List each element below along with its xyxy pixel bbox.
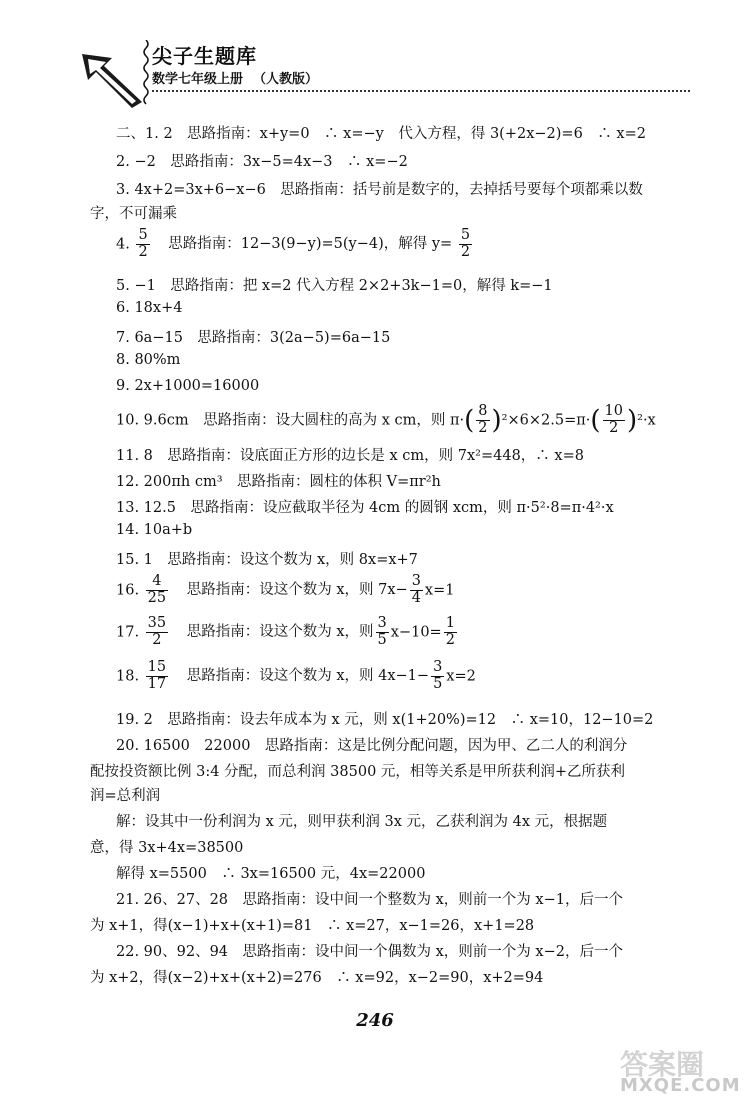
item-number: 16.: [116, 582, 140, 599]
answer-line: 配按投资额比例 3:4 分配，而总利润 38500 元，相等关系是甲所获利润+乙所获利: [90, 764, 626, 780]
answer-line: 22. 90、92、94 思路指南：设中间一个偶数为 x，则前一个为 x−2，后一个: [116, 944, 623, 960]
hint-text: 思路指南：设这个数为 x，则 4x−1−: [186, 668, 430, 685]
hint-text: 思路指南：12−3(9−y)=5(y−4)，解得 y=: [168, 236, 453, 253]
answer-line: 11. 8 思路指南：设底面正方形的边长是 x cm，则 7x²=448，∴ x=8: [116, 448, 584, 464]
answer-line: 8. 80%m: [116, 352, 181, 368]
answer-line: 5. −1 思路指南：把 x=2 代入方程 2×2+3k−1=0，解得 k=−1: [116, 278, 553, 294]
answer-line-17: [116, 616, 459, 649]
answer-line: 为 x+2，得(x−2)+x+(x+2)=276 ∴ x=92，x−2=90，x+2=94: [90, 970, 544, 986]
hint-text: x=2: [446, 668, 476, 685]
answer-line: 19. 2 思路指南：设去年成本为 x 元，则 x(1+20%)=12 ∴ x=10，12−10=2: [116, 712, 654, 728]
watermark-cn: 答案圈: [620, 1048, 705, 1081]
hint-text: 思路指南：设这个数为 x，则: [186, 624, 374, 641]
site-watermark: [600, 1045, 745, 1097]
answer-line: 12. 200πh cm³ 思路指南：圆柱的体积 V=πr²h: [116, 474, 441, 490]
item-number: 17.: [116, 624, 140, 641]
answer-line: 14. 10a+b: [116, 522, 193, 538]
answer-line: 2. −2 思路指南：3x−5=4x−3 ∴ x=−2: [116, 154, 408, 170]
hint-text: x−10=: [390, 624, 442, 641]
fraction: $\frac{3}{5}$: [377, 615, 387, 648]
edition-text: （人教版）: [253, 72, 319, 87]
wavy-divider-icon: [142, 40, 150, 105]
answer-line: 6. 18x+4: [116, 300, 183, 316]
answer-line-10: 10. 9.6cm 思路指南：设大圆柱的高为 x cm，则 π·( $\frac{8}{2}$ )²×6×2.5=π·( $\frac{10}{2}$ )²·x: [116, 403, 656, 436]
answer-line: 20. 16500 22000 思路指南：这是比例分配问题，因为甲、乙二人的利润分: [116, 738, 628, 754]
answer-line: 解得 x=5500 ∴ 3x=16500 元，4x=22000: [116, 866, 426, 882]
answer-line: 二、1. 2 思路指南：x+y=0 ∴ x=−y 代入方程，得 3(+2x−2)=6 ∴ x=2: [116, 126, 646, 142]
watermark-url: MXQE.COM: [620, 1075, 741, 1096]
answer-line: 21. 26、27、28 思路指南：设中间一个整数为 x，则前一个为 x−1，后一个: [116, 892, 623, 908]
fraction: $\frac{5}{2}$: [138, 227, 148, 260]
answer-line: 13. 12.5 思路指南：设应截取半径为 4cm 的圆钢 xcm，则 π·5²·8=π·4²·x: [116, 500, 614, 516]
fraction: $\frac{4}{25}$: [147, 573, 167, 606]
arrow-logo-icon: [78, 50, 148, 110]
fraction: $\frac{10}{2}$: [604, 403, 623, 436]
answer-line: 9. 2x+1000=16000: [116, 378, 260, 394]
page-number: 246: [356, 1010, 394, 1031]
hint-text: 10. 9.6cm 思路指南：设大圆柱的高为 x cm，则 π·: [116, 412, 465, 429]
hint-text: ²·x: [637, 412, 656, 429]
subtitle-text: 数学七年级上册: [152, 72, 244, 87]
answer-line-4: [116, 228, 474, 261]
answer-line: 3. 4x+2=3x+6−x−6 思路指南：括号前是数字的，去掉括号要每个项都乘以数: [116, 182, 643, 198]
answer-line: 意，得 3x+4x=38500: [90, 840, 244, 856]
answer-line-16: [116, 574, 454, 607]
item-number: 18.: [116, 668, 140, 685]
book-title: 尖子生题库: [152, 44, 257, 68]
answer-line: 字，不可漏乘: [90, 206, 177, 222]
fraction: $\frac{3}{4}$: [411, 573, 421, 606]
fraction: $\frac{5}{2}$: [460, 227, 471, 260]
fraction: $\frac{35}{2}$: [147, 615, 167, 648]
fraction: $\frac{1}{2}$: [445, 615, 455, 648]
answer-line: 润=总利润: [90, 788, 161, 804]
page-header: [0, 0, 750, 110]
answer-line-18: [116, 660, 476, 693]
item-number: 4.: [116, 236, 130, 253]
answer-line: 解：设其中一份利润为 x 元，则甲获利润 3x 元，乙获利润为 4x 元，根据题: [116, 814, 608, 830]
book-subtitle: [152, 68, 318, 87]
answer-line: 为 x+1，得(x−1)+x+(x+1)=81 ∴ x=27，x−1=26，x+1=28: [90, 918, 535, 934]
hint-text: x=1: [424, 582, 455, 599]
hint-text: 思路指南：设这个数为 x，则 7x−: [186, 582, 408, 599]
fraction: $\frac{3}{5}$: [433, 659, 443, 692]
hint-text: ²×6×2.5=π·: [501, 412, 591, 429]
fraction: $\frac{8}{2}$: [478, 403, 488, 436]
answer-line: 7. 6a−15 思路指南：3(2a−5)=6a−15: [116, 330, 391, 346]
fraction: $\frac{15}{17}$: [147, 659, 167, 692]
answer-line: 15. 1 思路指南：设这个数为 x，则 8x=x+7: [116, 552, 418, 568]
header-dotted-rule: [152, 90, 690, 92]
